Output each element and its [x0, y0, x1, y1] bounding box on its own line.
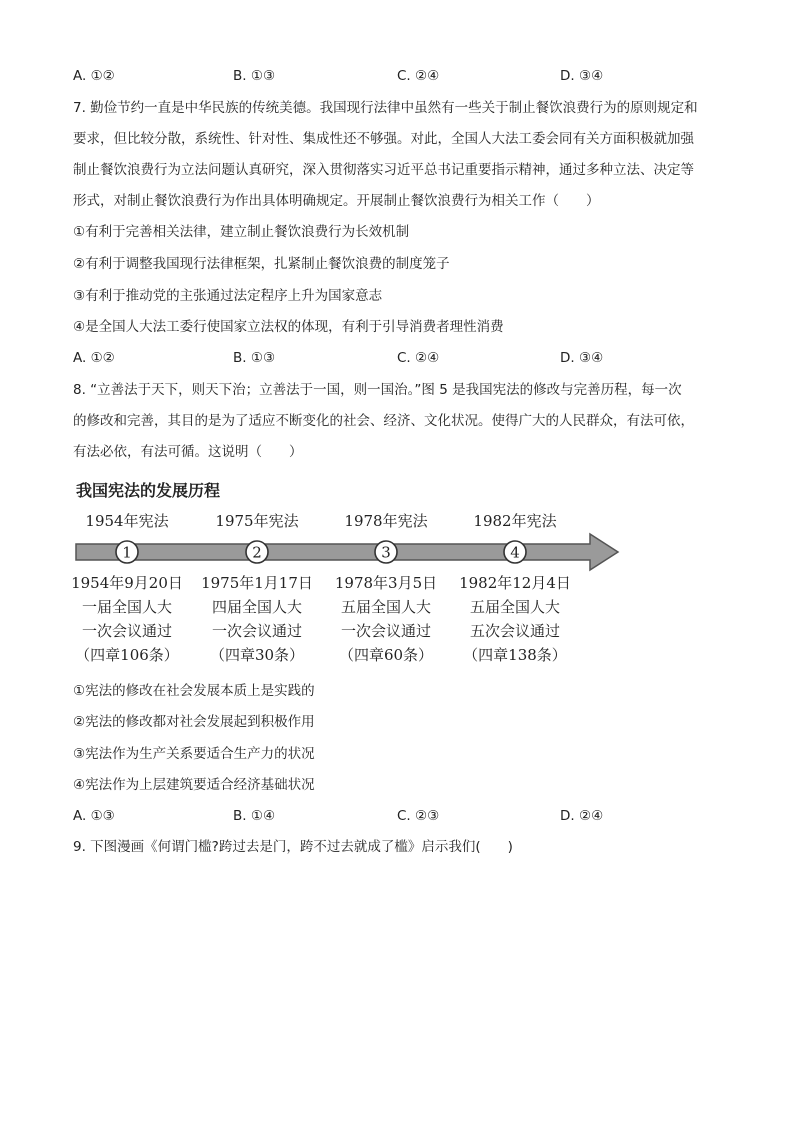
q8-item-1: ①宪法的修改在社会发展本质上是实践的 — [73, 683, 315, 699]
event-detail: （四章106条） — [75, 646, 179, 664]
option-d: D. ②④ — [560, 808, 604, 824]
option-a: A. ①② — [73, 350, 115, 366]
q7-item-1: ①有利于完善相关法律，建立制止餐饮浪费行为长效机制 — [73, 224, 410, 240]
timeline-heading-1978: 1978年宪法 — [344, 512, 428, 530]
timeline-marker-2-label: 2 — [252, 543, 262, 562]
q7-item-4: ④是全国人大法工委行使国家立法权的体现，有利于引导消费者理性消费 — [73, 319, 504, 335]
timeline-marker-3 — [375, 541, 397, 563]
option-a: A. ①② — [73, 68, 115, 84]
constitution-timeline-figure — [70, 470, 630, 670]
q8-stem-line-3: 有法必依，有法可循。这说明（ ） — [73, 444, 303, 460]
q8-item-2: ②宪法的修改都对社会发展起到积极作用 — [73, 714, 315, 730]
q7-stem-line-1: 7. 勤俭节约一直是中华民族的传统美德。我国现行法律中虽然有一些关于制止餐饮浪费行为的原则规定和 — [73, 100, 698, 116]
q8-item-3: ③宪法作为生产关系要适合生产力的状况 — [73, 746, 315, 762]
q7-stem-line-3: 制止餐饮浪费行为立法问题认真研究，深入贯彻落实习近平总书记重要指示精神，通过多种立法、决定等 — [73, 162, 694, 178]
event-session: 五次会议通过 — [469, 622, 560, 640]
option-d: D. ③④ — [560, 68, 604, 84]
option-c: C. ②④ — [397, 68, 440, 84]
event-congress: 五届全国人大 — [340, 598, 431, 616]
timeline-heading-1954: 1954年宪法 — [85, 512, 169, 530]
option-b: B. ①③ — [233, 68, 276, 84]
event-session: 一次会议通过 — [340, 622, 431, 640]
q8-stem-line-1: 8. “立善法于天下，则天下治；立善法于一国，则一国治。”图 5 是我国宪法的修改与完善历程，每一次 — [73, 382, 682, 398]
event-date: 1978年3月5日 — [334, 574, 438, 592]
q7-item-3: ③有利于推动党的主张通过法定程序上升为国家意志 — [73, 288, 383, 304]
timeline-marker-4 — [504, 541, 526, 563]
q8-item-4: ④宪法作为上层建筑要适合经济基础状况 — [73, 777, 315, 793]
timeline-event-1975 — [197, 571, 317, 667]
timeline-marker-1 — [116, 541, 138, 563]
event-date: 1975年1月17日 — [201, 574, 313, 592]
event-detail: （四章138条） — [463, 646, 567, 664]
timeline-heading-1975: 1975年宪法 — [215, 512, 299, 530]
option-a: A. ①③ — [73, 808, 115, 824]
timeline-arrow — [70, 528, 630, 573]
q7-stem-line-4: 形式，对制止餐饮浪费行为作出具体明确规定。开展制止餐饮浪费行为相关工作（ ） — [73, 193, 600, 209]
q7-item-2: ②有利于调整我国现行法律框架，扎紧制止餐饮浪费的制度笼子 — [73, 256, 450, 272]
timeline-event-1954 — [67, 571, 187, 667]
option-c: C. ②④ — [397, 350, 440, 366]
timeline-marker-2 — [246, 541, 268, 563]
event-date: 1982年12月4日 — [459, 574, 571, 592]
event-detail: （四章60条） — [338, 646, 434, 664]
q7-stem-line-2: 要求，但比较分散，系统性、针对性、集成性还不够强。对此，全国人大法工委会同有关方面积极就加强 — [73, 131, 694, 147]
option-d: D. ③④ — [560, 350, 604, 366]
timeline-marker-4-label: 4 — [510, 543, 520, 562]
option-c: C. ②③ — [397, 808, 440, 824]
q9-stem-line-1: 9. 下图漫画《何谓门槛?跨过去是门，跨不过去就成了槛》启示我们( ) — [73, 839, 513, 855]
timeline-marker-1-label: 1 — [122, 543, 132, 562]
event-date: 1954年9月20日 — [71, 574, 183, 592]
event-detail: （四章30条） — [209, 646, 305, 664]
q8-stem-line-2: 的修改和完善，其目的是为了适应不断变化的社会、经济、文化状况。使得广大的人民群众，有法可依， — [73, 413, 694, 429]
event-congress: 四届全国人大 — [211, 598, 302, 616]
event-congress: 五届全国人大 — [469, 598, 560, 616]
option-b: B. ①③ — [233, 350, 276, 366]
event-congress: 一届全国人大 — [81, 598, 172, 616]
timeline-event-1982 — [455, 571, 575, 667]
option-b: B. ①④ — [233, 808, 276, 824]
timeline-heading-1982: 1982年宪法 — [473, 512, 557, 530]
timeline-event-1978 — [326, 571, 446, 667]
event-session: 一次会议通过 — [81, 622, 172, 640]
timeline-marker-3-label: 3 — [381, 543, 391, 562]
timeline-title: 我国宪法的发展历程 — [76, 481, 221, 500]
event-session: 一次会议通过 — [211, 622, 302, 640]
